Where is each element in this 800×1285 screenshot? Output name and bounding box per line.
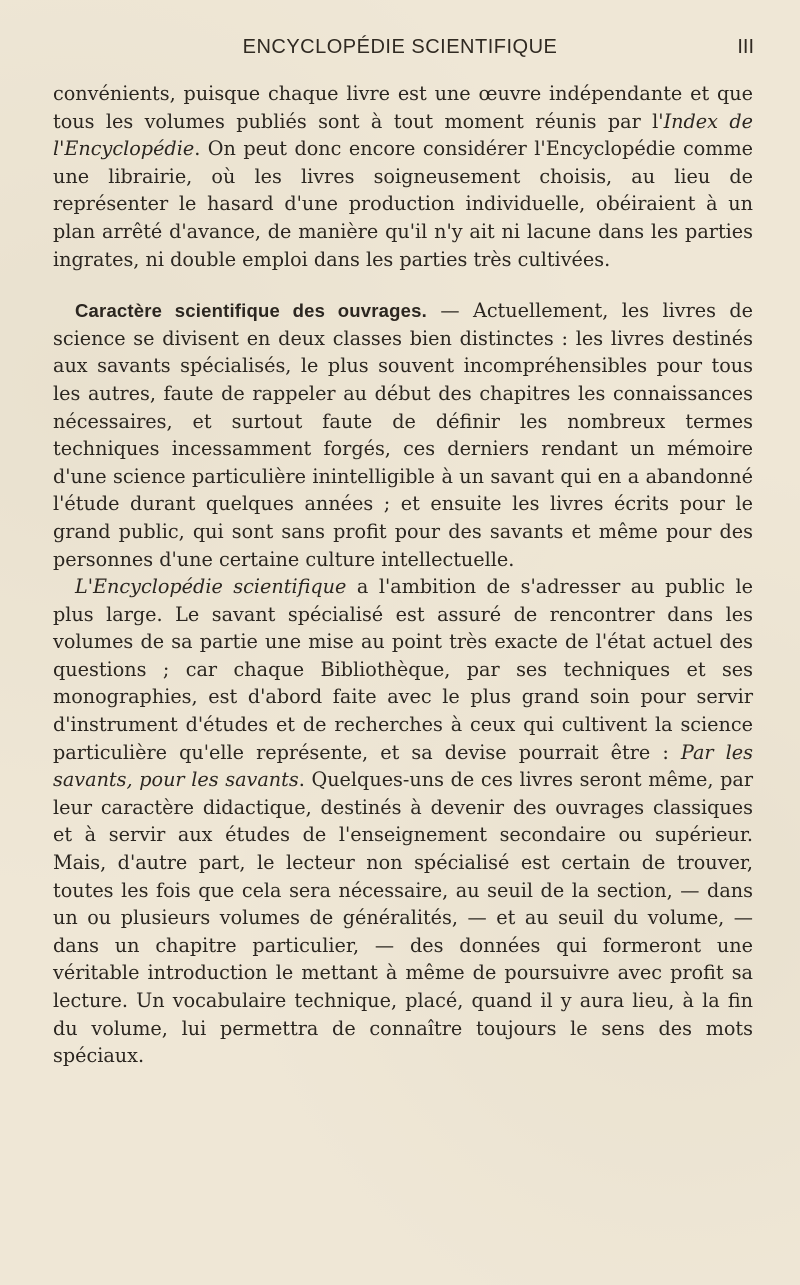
index-title: Index de l'Encyclopédie — [53, 109, 754, 161]
section-heading: Caractère scientifique des ouvrages. — [75, 300, 427, 322]
motto: Par les savants, pour les savants — [53, 740, 753, 792]
page-header — [0, 36, 800, 66]
paragraph-1-text-b: . On peut donc encore considérer l'Encyclopédie comme une librairie, où les livres soigneusement choisis, au lieu de représenter le hasard d'une production individuelle, obéiraient à un plan arrêté d'avance, de manière qu'il n'y ait ni lacune dans les parties ingrates, ni double emploi dans les parties très cultivées. — [53, 137, 753, 271]
page-number: III — [737, 36, 754, 58]
paragraph-2 — [53, 297, 753, 573]
body-text — [53, 80, 753, 1070]
paragraph-1 — [53, 80, 753, 273]
paragraph-3-text-a: a l'ambition de s'adresser au public le plus large. Le savant spécialisé est assuré de rencontrer dans les volumes de sa partie une mise au point très exacte de l'état actuel des questions ; car chaque Bibliothèque, par ses techniques et ses monographies, est d'abord faite avec le plus grand soin pour servir d'instrument d'études et de recherches à ceux qui cultivent la science particulière qu'elle représente, et sa devise pourrait être : — [53, 575, 753, 764]
running-title: ENCYCLOPÉDIE SCIENTIFIQUE — [242, 36, 558, 58]
paragraph-1-text-a: convénients, puisque chaque livre est une œuvre indépendante et que tous les volumes publiés sont à tout moment réunis par l' — [53, 82, 753, 133]
paragraph-3 — [53, 573, 753, 1070]
encyclopedie-title-ref: L'Encyclopédie scientifique — [75, 575, 347, 599]
paragraph-2-text: — Actuellement, les livres de science se divisent en deux classes bien distinctes : les livres destinés aux savants spécialisés, le plus souvent incompréhensibles pour tous les autres, faute de rappeler au début des chapitres les connaissances nécessaires, et surtout faute de définir les nombreux termes techniques incessamment forgés, ces derniers rendant un mémoire d'une science particulière inintelligible à un savant qui en a abandonné l'étude durant quelques années ; et ensuite les livres écrits pour le grand public, qui sont sans profit pour des savants et même pour des personnes d'une certaine culture intellectuelle. — [53, 299, 753, 571]
paragraph-3-text-b: . Quelques-uns de ces livres seront même, par leur caractère didactique, destinés à devenir des ouvrages classiques et à servir aux études de l'enseignement secondaire ou supérieur. Mais, d'autre part, le lecteur non spécialisé est certain de trouver, toutes les fois que cela sera nécessaire, au seuil de la section, — dans un ou plusieurs volumes de généralités, — et au seuil du volume, — dans un chapitre particulier, — des données qui formeront une véritable introduction le mettant à même de poursuivre avec profit sa lecture. Un vocabulaire technique, placé, quand il y aura lieu, à la fin du volume, lui permettra de connaître toujours le sens des mots spéciaux. — [53, 768, 753, 1068]
